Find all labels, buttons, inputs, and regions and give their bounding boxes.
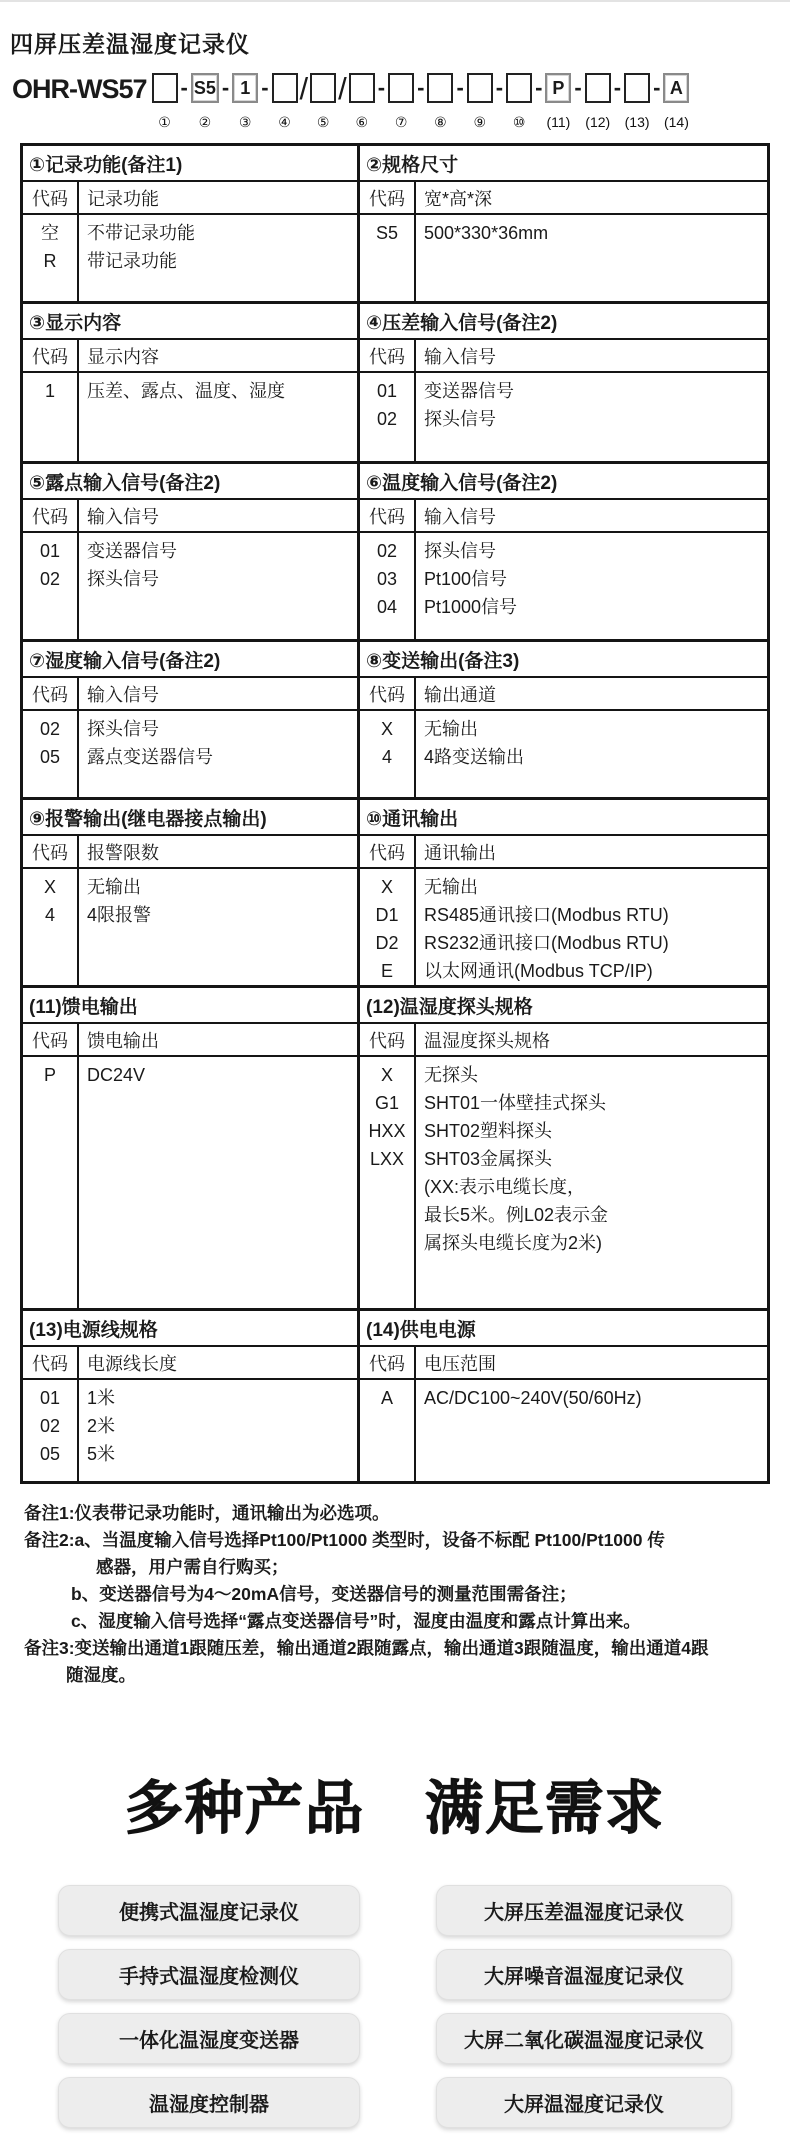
spec-section bbox=[23, 642, 360, 797]
note-line: 随湿度。 bbox=[66, 1665, 136, 1685]
desc-column-header: 输入信号 bbox=[424, 346, 496, 367]
spec-pair-row bbox=[23, 639, 767, 797]
desc-column bbox=[416, 215, 767, 301]
spec-pair-row bbox=[23, 1308, 767, 1481]
model-position bbox=[232, 73, 258, 131]
code-value: D1 bbox=[375, 905, 399, 925]
section-title: ⑤露点输入信号(备注2) bbox=[23, 464, 357, 500]
dash-separator: - bbox=[495, 75, 504, 100]
products-heading: 多种产品 满足需求 bbox=[124, 1776, 665, 1841]
position-number: ② bbox=[198, 114, 212, 130]
model-position bbox=[506, 73, 532, 131]
model-code-box: A bbox=[663, 73, 689, 103]
note-line: 感器，用户需自行购买； bbox=[96, 1557, 289, 1577]
position-number: ⑩ bbox=[512, 114, 526, 130]
position-number: (12) bbox=[585, 114, 611, 130]
model-position bbox=[272, 73, 298, 131]
code-description: RS485通讯接口(Modbus RTU) bbox=[424, 905, 669, 925]
position-number: ③ bbox=[238, 114, 252, 130]
desc-column bbox=[416, 533, 767, 639]
code-value: P bbox=[43, 1065, 56, 1085]
spec-section bbox=[23, 304, 360, 461]
section-title: ⑥温度输入信号(备注2) bbox=[360, 464, 767, 500]
code-description: 无探头 bbox=[424, 1065, 478, 1085]
spec-section bbox=[360, 146, 767, 301]
model-code-box bbox=[467, 73, 493, 103]
section-header-row bbox=[23, 340, 357, 373]
code-value: X bbox=[380, 877, 393, 897]
code-description: 最长5米。例L02表示金 bbox=[424, 1205, 609, 1225]
code-column bbox=[360, 1057, 416, 1308]
code-description: 探头信号 bbox=[424, 409, 496, 429]
section-header-row bbox=[23, 1024, 357, 1057]
spec-section bbox=[360, 988, 767, 1308]
section-title: (11)馈电输出 bbox=[23, 988, 357, 1024]
position-number: ⑥ bbox=[355, 114, 369, 130]
code-column-header: 代码 bbox=[360, 1347, 416, 1378]
model-position bbox=[545, 73, 571, 130]
code-description: 以太网通讯(Modbus TCP/IP) bbox=[424, 961, 653, 981]
desc-column bbox=[79, 1380, 357, 1481]
model-code-box bbox=[427, 73, 453, 103]
code-description: 无输出 bbox=[424, 719, 478, 739]
desc-column bbox=[79, 1057, 357, 1308]
code-value: 02 bbox=[39, 569, 61, 589]
dash-separator: - bbox=[574, 75, 582, 100]
code-column bbox=[360, 215, 416, 301]
spec-section bbox=[23, 1311, 360, 1481]
code-value: 04 bbox=[376, 597, 398, 617]
code-value: 02 bbox=[376, 409, 398, 429]
code-value: 02 bbox=[39, 1416, 61, 1436]
desc-column-header: 报警限数 bbox=[87, 842, 159, 863]
section-title: ①记录功能(备注1) bbox=[23, 146, 357, 182]
code-description: SHT03金属探头 bbox=[424, 1149, 553, 1169]
section-body bbox=[360, 711, 767, 797]
code-column-header: 代码 bbox=[360, 1024, 416, 1055]
note-line: 备注3:变送输出通道1跟随压差，输出通道2跟随露点，输出通道3跟随温度，输出通道4跟 bbox=[24, 1638, 709, 1658]
code-column bbox=[360, 1380, 416, 1481]
section-body bbox=[360, 215, 767, 301]
section-header-row bbox=[360, 1347, 767, 1380]
code-value: 05 bbox=[39, 1444, 61, 1464]
code-column bbox=[23, 373, 79, 461]
code-column-header: 代码 bbox=[23, 678, 79, 709]
code-column bbox=[23, 1380, 79, 1481]
code-description: 5米 bbox=[87, 1444, 116, 1464]
product-button[interactable]: 大屏噪音温湿度记录仪 bbox=[436, 1949, 732, 2000]
note-line: c、湿度输入信号选择“露点变送器信号”时，湿度由温度和露点计算出来。 bbox=[71, 1611, 641, 1631]
section-title: ⑩通讯输出 bbox=[360, 800, 767, 836]
model-code-row bbox=[12, 73, 790, 131]
spec-section bbox=[23, 146, 360, 301]
section-header-row bbox=[360, 678, 767, 711]
desc-column bbox=[79, 869, 357, 985]
position-number: ⑧ bbox=[434, 114, 447, 130]
page-title: 四屏压差温湿度记录仪 bbox=[10, 31, 250, 57]
spec-table bbox=[20, 143, 770, 1484]
code-description: (XX:表示电缆长度， bbox=[424, 1177, 586, 1197]
code-description: 露点变送器信号 bbox=[87, 747, 213, 767]
code-value: 01 bbox=[376, 381, 398, 401]
code-column-header: 代码 bbox=[360, 678, 416, 709]
model-code-box bbox=[388, 73, 414, 103]
code-column-header: 代码 bbox=[360, 340, 416, 371]
code-column-header: 代码 bbox=[23, 836, 79, 867]
section-title: ⑦湿度输入信号(备注2) bbox=[23, 642, 357, 678]
model-code-box bbox=[624, 73, 650, 103]
section-body bbox=[360, 1380, 767, 1481]
desc-column-header: 输入信号 bbox=[424, 506, 496, 527]
desc-column-header: 显示内容 bbox=[87, 346, 159, 367]
model-code-box: P bbox=[545, 73, 571, 103]
product-column-left bbox=[58, 1885, 360, 2128]
code-description: 压差、露点、温度、湿度 bbox=[87, 381, 285, 401]
code-value: 01 bbox=[39, 1388, 61, 1408]
code-column-header: 代码 bbox=[360, 182, 416, 213]
code-column-header: 代码 bbox=[360, 836, 416, 867]
code-value: LXX bbox=[369, 1149, 405, 1169]
model-position bbox=[388, 73, 414, 131]
note-line: b、变送器信号为4～20mA信号，变送器信号的测量范围需备注； bbox=[71, 1584, 577, 1604]
desc-column bbox=[79, 373, 357, 461]
code-column bbox=[360, 533, 416, 639]
dash-separator: - bbox=[261, 75, 269, 100]
product-button[interactable]: 大屏温湿度记录仪 bbox=[436, 2077, 732, 2128]
code-description: 无输出 bbox=[87, 877, 141, 897]
dash-separator: - bbox=[377, 75, 386, 100]
code-column bbox=[23, 533, 79, 639]
model-code-box: S5 bbox=[191, 73, 219, 103]
dash-separator: - bbox=[653, 75, 661, 100]
code-value: 1 bbox=[44, 381, 55, 401]
model-position bbox=[191, 73, 219, 131]
code-description: DC24V bbox=[87, 1065, 146, 1085]
model-prefix: OHR-WS57 bbox=[12, 74, 147, 104]
spec-pair-row bbox=[23, 985, 767, 1308]
code-value: 02 bbox=[376, 541, 398, 561]
code-description: 变送器信号 bbox=[87, 541, 177, 561]
code-column-header: 代码 bbox=[23, 182, 79, 213]
section-title: ④压差输入信号(备注2) bbox=[360, 304, 767, 340]
product-button[interactable]: 便携式温湿度记录仪 bbox=[58, 1885, 360, 1936]
spec-section bbox=[23, 988, 360, 1308]
section-body bbox=[360, 869, 767, 985]
section-title: ②规格尺寸 bbox=[360, 146, 767, 182]
section-body bbox=[23, 1057, 357, 1308]
code-column-header: 代码 bbox=[23, 340, 79, 371]
model-code-box bbox=[310, 73, 336, 103]
desc-column-header: 记录功能 bbox=[87, 188, 159, 209]
code-description: SHT01一体壁挂式探头 bbox=[424, 1093, 607, 1113]
product-button[interactable]: 大屏压差温湿度记录仪 bbox=[436, 1885, 732, 1936]
section-body bbox=[23, 1380, 357, 1481]
desc-column bbox=[416, 869, 767, 985]
code-value: X bbox=[380, 719, 393, 739]
code-value: R bbox=[43, 251, 57, 271]
position-number: ⑤ bbox=[316, 114, 330, 130]
code-value: G1 bbox=[374, 1093, 399, 1113]
code-value: 05 bbox=[39, 747, 61, 767]
spec-pair-row bbox=[23, 146, 767, 301]
section-header-row bbox=[360, 182, 767, 215]
spec-section bbox=[23, 800, 360, 985]
code-description: 500*330*36mm bbox=[424, 223, 549, 243]
model-position bbox=[467, 73, 493, 131]
code-description: 探头信号 bbox=[87, 569, 159, 589]
code-description: 属探头电缆长度为2米) bbox=[424, 1233, 603, 1253]
code-column bbox=[23, 1057, 79, 1308]
code-description: AC/DC100~240V(50/60Hz) bbox=[424, 1388, 642, 1408]
position-number: (13) bbox=[624, 114, 650, 130]
code-value: 03 bbox=[376, 569, 398, 589]
code-value: E bbox=[380, 961, 393, 981]
model-code-box bbox=[585, 73, 611, 103]
notes bbox=[24, 1500, 769, 1689]
code-column bbox=[360, 869, 416, 985]
section-title: (12)温湿度探头规格 bbox=[360, 988, 767, 1024]
code-description: 探头信号 bbox=[87, 719, 159, 739]
code-value: 02 bbox=[39, 719, 61, 739]
section-header-row bbox=[23, 1347, 357, 1380]
section-header-row bbox=[360, 340, 767, 373]
product-buttons bbox=[0, 1885, 790, 2128]
code-description: 探头信号 bbox=[424, 541, 496, 561]
position-number: ④ bbox=[278, 114, 291, 130]
code-value bbox=[360, 1173, 414, 1201]
code-column bbox=[360, 373, 416, 461]
dash-separator: - bbox=[613, 75, 622, 100]
slash-separator: / bbox=[338, 71, 347, 106]
dash-separator: - bbox=[221, 75, 230, 100]
code-value bbox=[360, 1201, 414, 1229]
note-line: 备注1:仪表带记录功能时，通讯输出为必选项。 bbox=[24, 1503, 390, 1523]
dash-separator: - bbox=[417, 75, 425, 100]
section-header-row bbox=[23, 836, 357, 869]
desc-column bbox=[79, 533, 357, 639]
code-value: 空 bbox=[41, 223, 59, 243]
product-button[interactable]: 大屏二氧化碳温湿度记录仪 bbox=[436, 2013, 732, 2064]
model-position bbox=[152, 73, 178, 131]
code-description: 不带记录功能 bbox=[87, 223, 195, 243]
section-body bbox=[23, 711, 357, 797]
spec-section bbox=[360, 464, 767, 639]
model-code-box bbox=[152, 73, 178, 103]
section-header-row bbox=[23, 678, 357, 711]
code-column bbox=[23, 711, 79, 797]
code-value: 4 bbox=[44, 905, 55, 925]
code-description: 4限报警 bbox=[87, 905, 152, 925]
desc-column-header: 输出通道 bbox=[424, 684, 496, 705]
desc-column bbox=[416, 711, 767, 797]
desc-column-header: 输入信号 bbox=[87, 684, 159, 705]
desc-column-header: 馈电输出 bbox=[87, 1030, 159, 1051]
section-title: (13)电源线规格 bbox=[23, 1311, 357, 1347]
model-position bbox=[585, 73, 611, 130]
code-value: S5 bbox=[375, 223, 399, 243]
desc-column bbox=[79, 215, 357, 301]
desc-column-header: 电压范围 bbox=[424, 1353, 496, 1374]
spec-pair-row bbox=[23, 461, 767, 639]
product-button[interactable]: 一体化温湿度变送器 bbox=[58, 2013, 360, 2064]
code-description: Pt100信号 bbox=[424, 569, 508, 589]
section-title: ⑨报警输出(继电器接点输出) bbox=[23, 800, 357, 836]
section-header-row bbox=[360, 500, 767, 533]
spec-section bbox=[360, 304, 767, 461]
desc-column-header: 通讯输出 bbox=[424, 842, 496, 863]
code-description: SHT02塑料探头 bbox=[424, 1121, 553, 1141]
dash-separator: - bbox=[535, 75, 543, 100]
spec-section bbox=[360, 642, 767, 797]
code-column-header: 代码 bbox=[23, 1347, 79, 1378]
desc-column-header: 温湿度探头规格 bbox=[424, 1030, 550, 1051]
code-column bbox=[360, 711, 416, 797]
code-value: D2 bbox=[375, 933, 399, 953]
section-header-row bbox=[360, 1024, 767, 1057]
position-number: (14) bbox=[663, 114, 689, 130]
code-description: RS232通讯接口(Modbus RTU) bbox=[424, 933, 669, 953]
dash-separator: - bbox=[180, 75, 188, 100]
position-number: ⑨ bbox=[473, 114, 487, 130]
model-code-box bbox=[272, 73, 298, 103]
code-description: 1米 bbox=[87, 1388, 116, 1408]
note-line: 备注2:a、当温度输入信号选择Pt100/Pt1000 类型时，设备不标配 Pt100/Pt1000 传 bbox=[24, 1530, 665, 1550]
position-number: ① bbox=[158, 114, 171, 130]
position-number: ⑦ bbox=[394, 114, 408, 130]
section-header-row bbox=[23, 500, 357, 533]
desc-column bbox=[79, 711, 357, 797]
code-value: X bbox=[43, 877, 56, 897]
code-value: A bbox=[380, 1388, 393, 1408]
model-position bbox=[427, 73, 453, 131]
desc-column-header: 宽*高*深 bbox=[424, 188, 493, 209]
code-value: 01 bbox=[39, 541, 61, 561]
model-code-box bbox=[506, 73, 532, 103]
model-position bbox=[349, 73, 375, 131]
section-body bbox=[360, 373, 767, 461]
spec-section bbox=[360, 1311, 767, 1481]
section-body bbox=[23, 215, 357, 301]
model-position bbox=[310, 73, 336, 131]
spec-pair-row bbox=[23, 301, 767, 461]
section-body bbox=[23, 869, 357, 985]
section-title: ⑧变送输出(备注3) bbox=[360, 642, 767, 678]
section-body bbox=[23, 533, 357, 639]
code-description: 变送器信号 bbox=[424, 381, 514, 401]
product-button[interactable]: 温湿度控制器 bbox=[58, 2077, 360, 2128]
section-body bbox=[360, 533, 767, 639]
model-position bbox=[663, 73, 689, 130]
code-column bbox=[23, 215, 79, 301]
product-button[interactable]: 手持式温湿度检测仪 bbox=[58, 1949, 360, 2000]
desc-column-header: 输入信号 bbox=[87, 506, 159, 527]
top-divider bbox=[0, 0, 790, 2]
desc-column bbox=[416, 373, 767, 461]
model-code-box: 1 bbox=[232, 73, 258, 103]
section-body bbox=[23, 373, 357, 461]
spec-section bbox=[360, 800, 767, 985]
code-value bbox=[360, 1229, 414, 1257]
product-column-right bbox=[436, 1885, 732, 2128]
code-column-header: 代码 bbox=[360, 500, 416, 531]
code-column-header: 代码 bbox=[23, 500, 79, 531]
desc-column bbox=[416, 1057, 767, 1308]
code-value: 4 bbox=[381, 747, 392, 767]
position-number: (11) bbox=[546, 114, 571, 130]
code-value: X bbox=[380, 1065, 393, 1085]
code-description: Pt1000信号 bbox=[424, 597, 518, 617]
section-title: (14)供电电源 bbox=[360, 1311, 767, 1347]
code-description: 带记录功能 bbox=[87, 251, 177, 271]
section-header-row bbox=[360, 836, 767, 869]
desc-column bbox=[416, 1380, 767, 1481]
dash-separator: - bbox=[456, 75, 464, 100]
desc-column-header: 电源线长度 bbox=[87, 1353, 177, 1374]
spec-section bbox=[23, 464, 360, 639]
code-description: 4路变送输出 bbox=[424, 747, 525, 767]
code-value: HXX bbox=[368, 1121, 406, 1141]
slash-separator: / bbox=[299, 71, 309, 106]
code-column bbox=[23, 869, 79, 985]
section-body bbox=[360, 1057, 767, 1308]
section-title: ③显示内容 bbox=[23, 304, 357, 340]
code-description: 2米 bbox=[87, 1416, 116, 1436]
section-header-row bbox=[23, 182, 357, 215]
spec-pair-row bbox=[23, 797, 767, 985]
code-column-header: 代码 bbox=[23, 1024, 79, 1055]
model-position bbox=[624, 73, 650, 130]
model-code-box bbox=[349, 73, 375, 103]
code-description: 无输出 bbox=[424, 877, 478, 897]
